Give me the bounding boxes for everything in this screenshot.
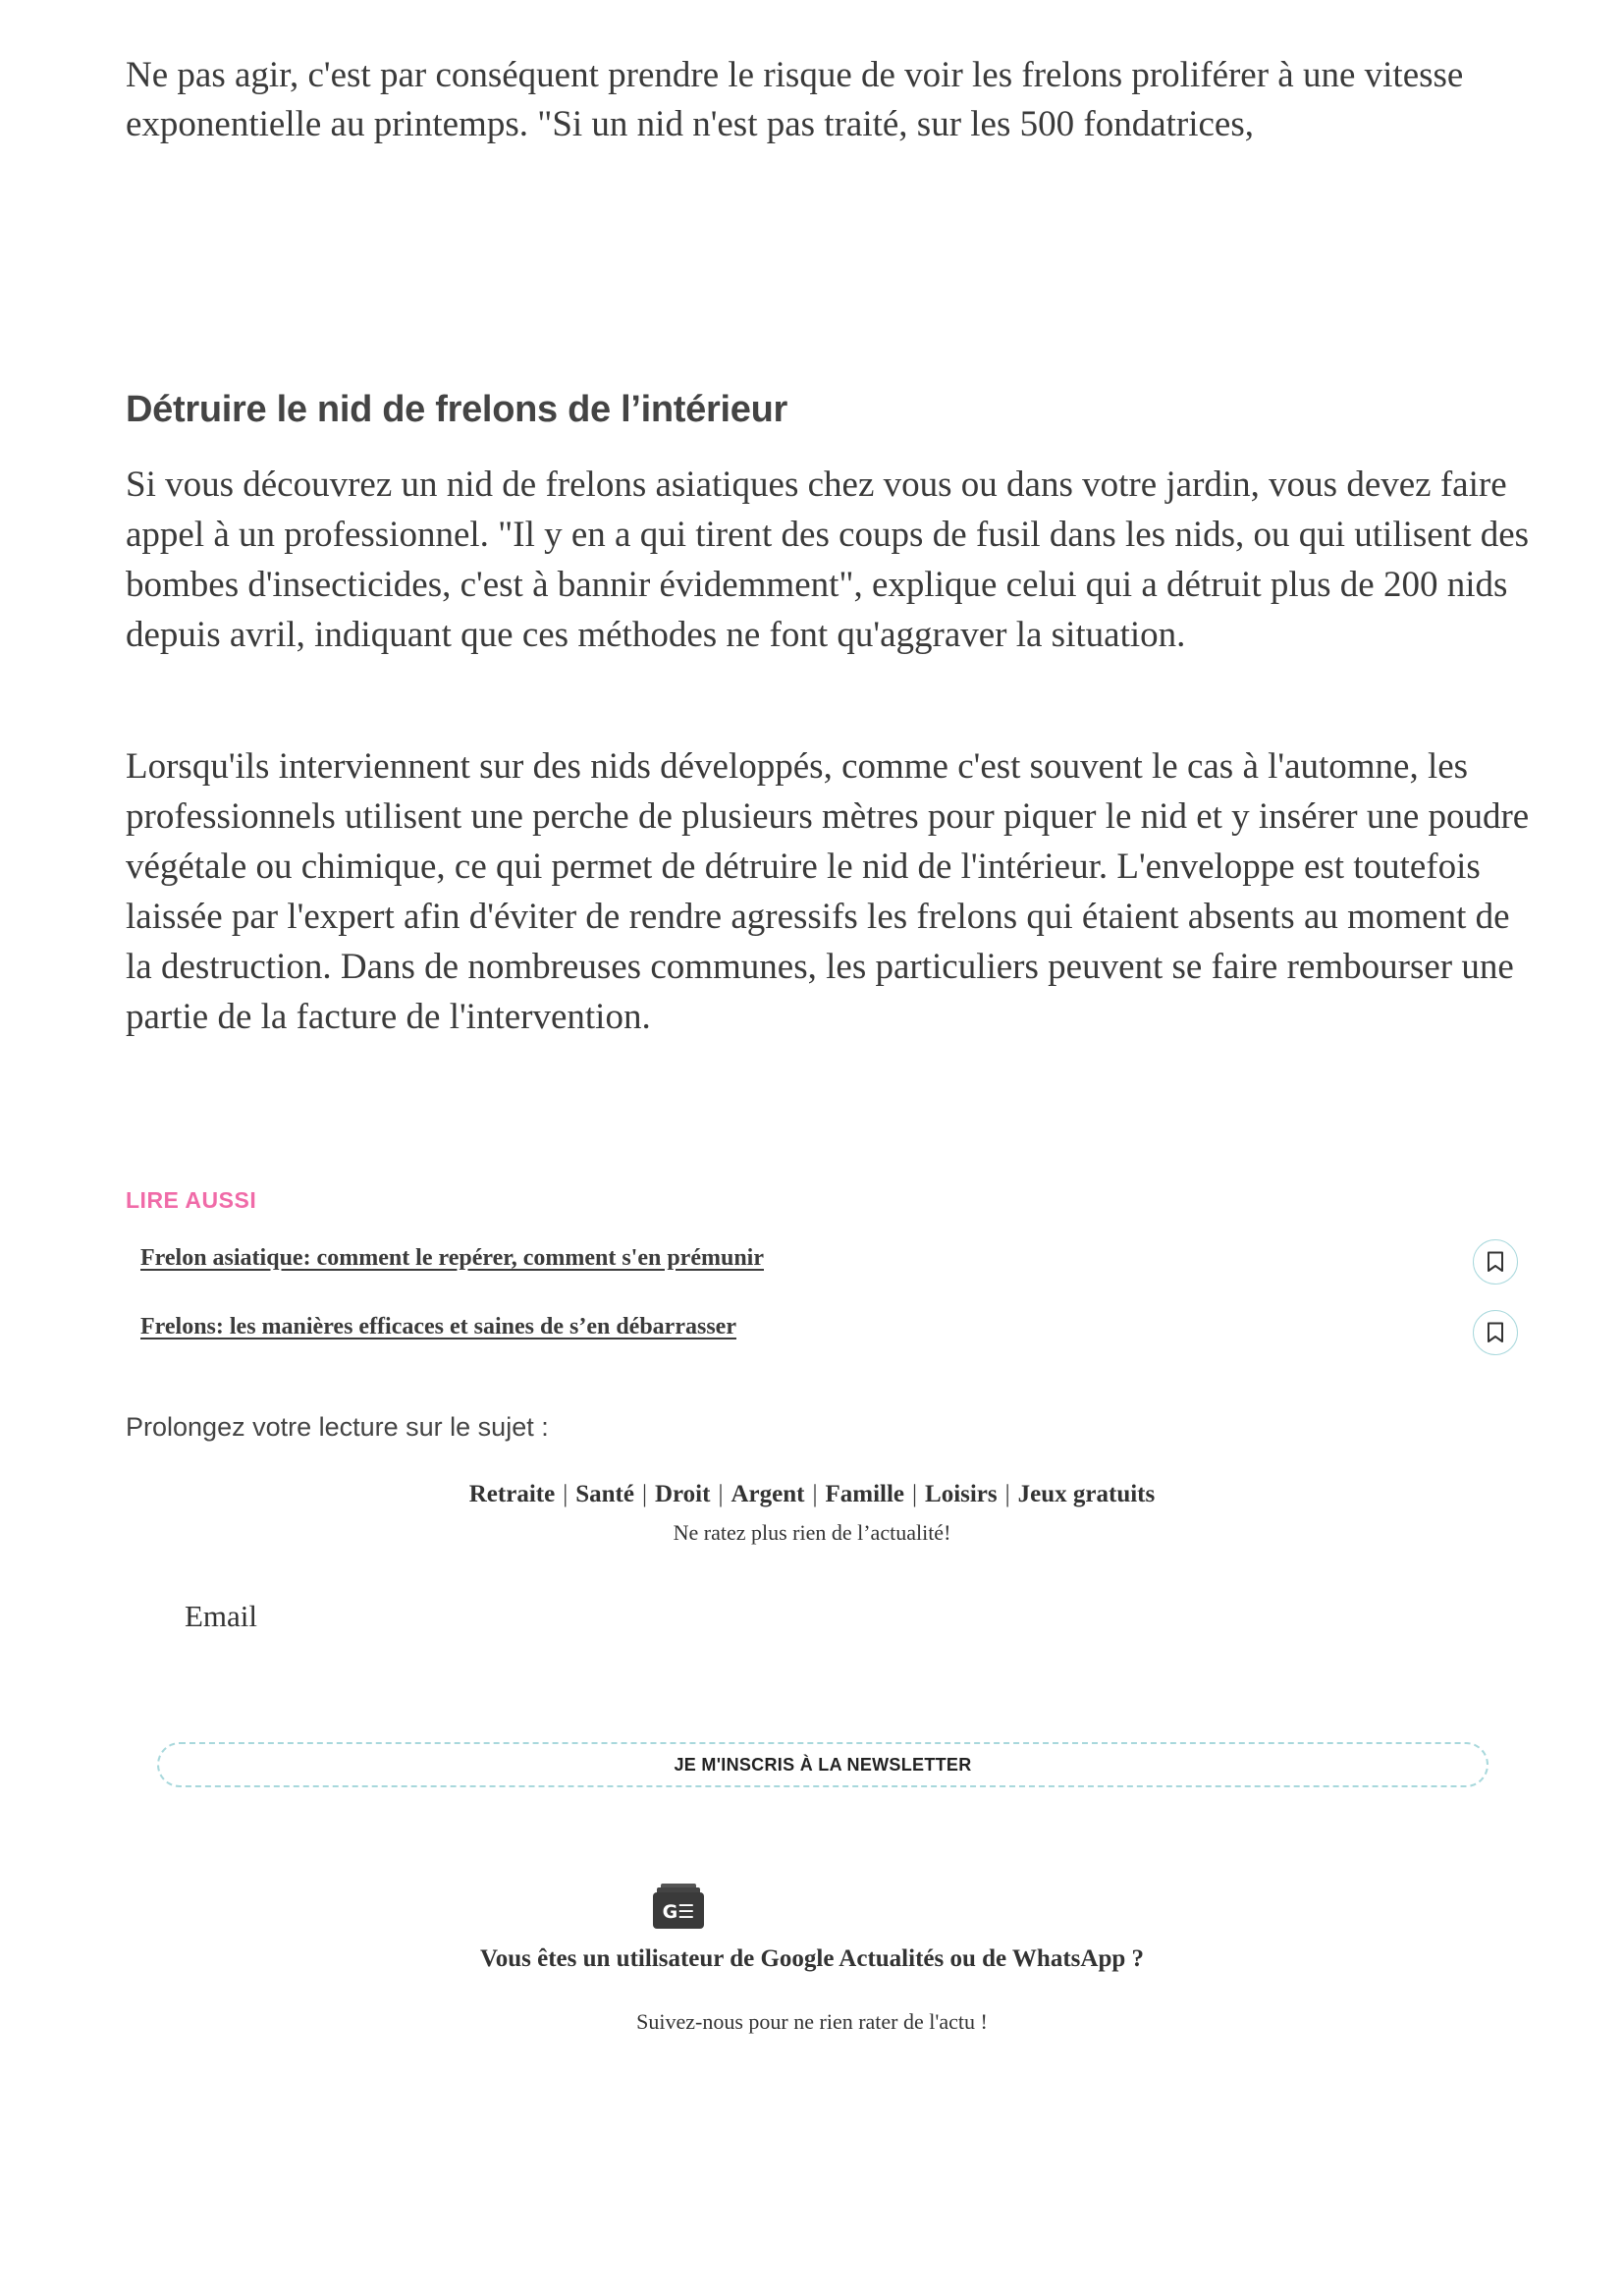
follow-question: Vous êtes un utilisateur de Google Actualités ou de WhatsApp ? [479, 1945, 1144, 1972]
follow-cta: Suivez-nous pour ne rien rater de l'actu ! [636, 2009, 988, 2034]
email-field[interactable] [185, 1648, 1465, 1705]
separator: | [912, 1481, 918, 1507]
article-paragraph: Lorsqu'ils interviennent sur des nids développés, comme c'est souvent le cas à l'automne, les professionnels utilisent une perche de plusieurs mètres pour piquer le nid et y insérer une poudre végétale ou chimique, ce qui permet de détruire le nid de l'intérieur. L'enveloppe est toutefois laissée par l'expert afin d'éviter de rendre agressifs les frelons qui étaient absents au moment de la destruction. Dans de nombreuses communes, les particuliers peuvent se faire rembourser une partie de la facture de l'intervention. [126, 746, 1530, 1037]
separator: | [563, 1481, 568, 1507]
topic-links [0, 1481, 1624, 1508]
intro-paragraph: Ne pas agir, c'est par conséquent prendre le risque de voir les frelons proliférer à une vitesse exponentielle au printemps. "Si un nid n'est pas traité, sur les 500 fondatrices, [126, 55, 1464, 144]
bookmark-button[interactable] [1473, 1239, 1518, 1285]
topic-link-jeux-gratuits[interactable]: Jeux gratuits [1017, 1481, 1156, 1507]
google-news-icon[interactable] [653, 1884, 704, 1929]
topic-link-famille[interactable]: Famille [825, 1481, 904, 1507]
topic-link-retraite[interactable]: Retraite [468, 1481, 556, 1507]
subscribe-button[interactable]: JE M'INSCRIS À LA NEWSLETTER [157, 1742, 1489, 1787]
related-label: LIRE AUSSI [126, 1187, 257, 1213]
topic-link-droit[interactable]: Droit [654, 1481, 711, 1507]
further-reading-label: Prolongez votre lecture sur le sujet : [126, 1412, 549, 1442]
separator: | [718, 1481, 724, 1507]
bookmark-icon [1487, 1251, 1504, 1273]
related-link[interactable]: Frelon asiatique: comment le repérer, comment s'en prémunir [140, 1245, 764, 1271]
topic-link-loisirs[interactable]: Loisirs [925, 1481, 998, 1507]
google-news-icon-label: G☰ [662, 1901, 695, 1923]
separator: | [1004, 1481, 1010, 1507]
related-link[interactable]: Frelons: les manières efficaces et saines de s’en débarrasser [140, 1314, 736, 1339]
article-paragraph: Si vous découvrez un nid de frelons asiatiques chez vous ou dans votre jardin, vous devez faire appel à un professionnel. "Il y en a qui tirent des coups de fusil dans les nids, ou qui utilisent des bombes d'insecticides, c'est à bannir évidemment", explique celui qui a détruit plus de 200 nids depuis avril, indiquant que ces méthodes ne font qu'aggraver la situation. [126, 465, 1530, 655]
newsletter-tagline: Ne ratez plus rien de l’actualité! [673, 1520, 951, 1545]
topic-link-argent[interactable]: Argent [731, 1481, 805, 1507]
separator: | [812, 1481, 818, 1507]
bookmark-button[interactable] [1473, 1310, 1518, 1355]
email-label: Email [185, 1599, 258, 1633]
topic-link-sante[interactable]: Santé [575, 1481, 634, 1507]
section-heading: Détruire le nid de frelons de l’intérieur [126, 389, 787, 430]
separator: | [641, 1481, 647, 1507]
bookmark-icon [1487, 1322, 1504, 1343]
